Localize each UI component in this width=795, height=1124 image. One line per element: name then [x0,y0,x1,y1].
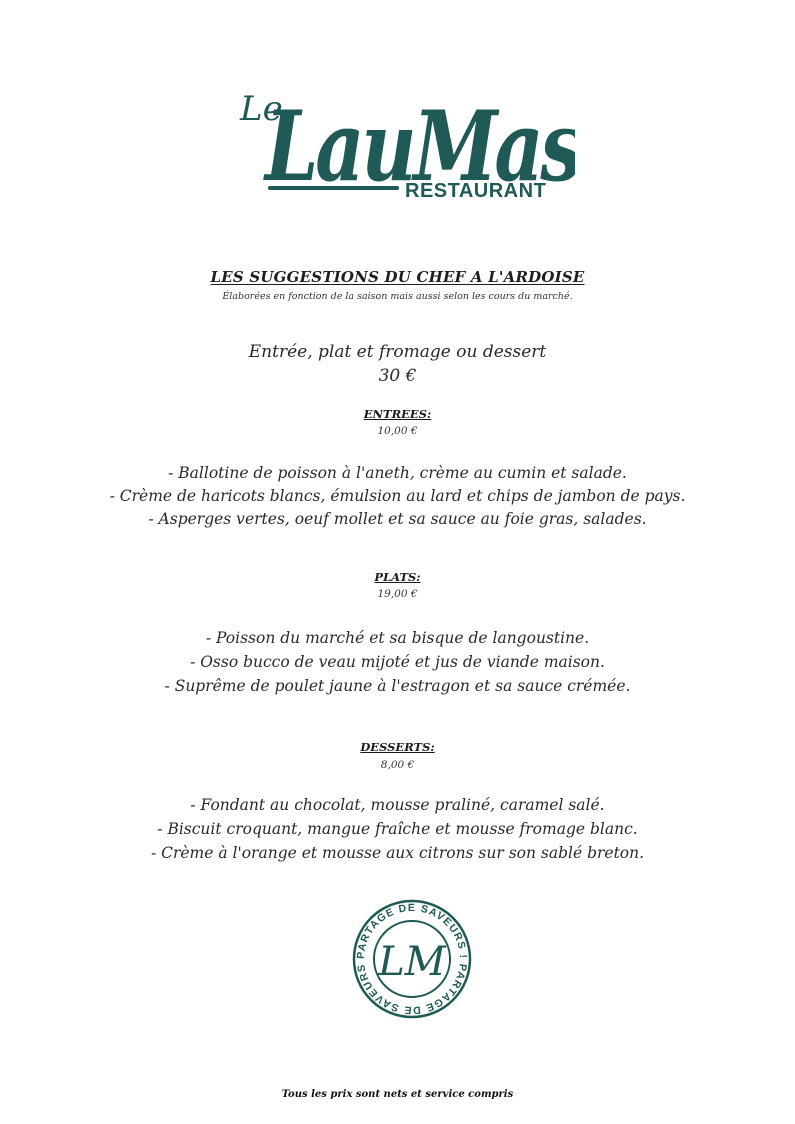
formula-price: 30 € [378,366,417,386]
dish-item: - Fondant au chocolat, mousse praliné, caramel salé. [190,796,605,814]
dish-item: - Crème de haricots blancs, émulsion au lard et chips de jambon de pays. [109,487,686,505]
section-title-desserts: DESSERTS: [360,740,435,754]
formula-label: Entrée, plat et fromage ou dessert [248,342,547,362]
dish-item: - Poisson du marché et sa bisque de langoustine. [205,629,590,647]
section-price-desserts: 8,00 € [380,759,415,771]
restaurant-logo [225,62,575,206]
dish-item: - Asperges vertes, oeuf mollet et sa sauce au foie gras, salades. [148,510,647,528]
logo-name: LauMas [262,90,575,202]
menu-subtitle: Élaborées en fonction de la saison mais aussi selon les cours du marché. [222,291,573,302]
partage-de-saveurs-badge [352,897,472,1026]
section-price-entrees: 10,00 € [377,425,418,437]
dish-item: - Suprême de poulet jaune à l'estragon et sa sauce crémée. [164,677,631,695]
dish-item: - Crème à l'orange et mousse aux citrons sur son sablé breton. [150,844,645,862]
footer-note: Tous les prix sont nets et service compris [281,1089,514,1100]
section-title-entrees: ENTREES: [363,407,432,421]
dish-item: - Ballotine de poisson à l'aneth, crème au cumin et salade. [168,464,627,482]
dish-item: - Biscuit croquant, mangue fraîche et mousse fromage blanc. [157,820,638,838]
logo-subtitle: RESTAURANT [405,180,547,202]
badge-monogram: LM [378,939,446,985]
section-title-plats: PLATS: [374,570,421,584]
menu-title: LES SUGGESTIONS DU CHEF A L'ARDOISE [210,268,585,286]
logo-prefix: Le [240,89,283,129]
dish-item: - Osso bucco de veau mijoté et jus de viande maison. [190,653,605,671]
section-price-plats: 19,00 € [377,588,418,600]
badge-ring-text: PARTAGE DE SAVEURS ! PARTAGE DE SAVEURS [354,901,470,1017]
